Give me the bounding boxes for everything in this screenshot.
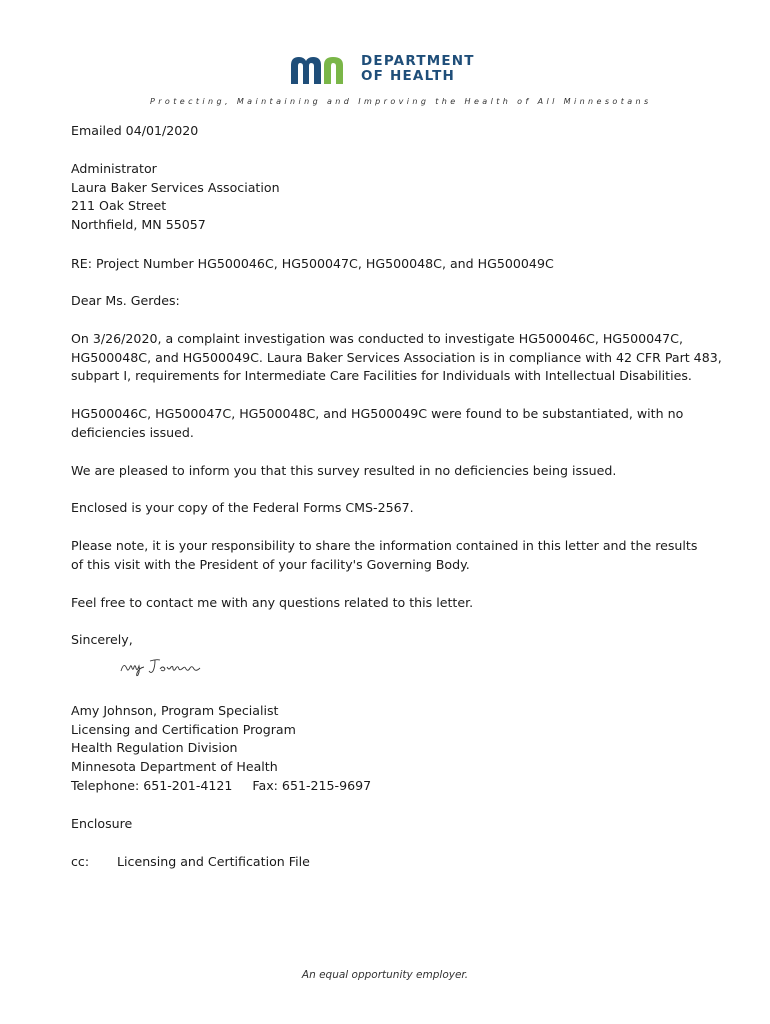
mn-logo-mark-icon — [289, 53, 353, 85]
logo-line-of-health: OF HEALTH — [361, 68, 456, 84]
sender-block — [71, 702, 711, 796]
footer-equal-opportunity: An equal opportunity employer. — [301, 969, 469, 981]
sender-telephone: Telephone: 651-201-4121 — [71, 777, 233, 793]
re-line: RE: Project Number HG500046C, HG500047C, HG500048C, and HG500049C — [71, 256, 554, 271]
signature-image — [118, 655, 208, 681]
closing: Sincerely, — [71, 632, 133, 647]
paragraph-line: HG500048C, and HG500049C. Laura Baker Services Association is in compliance with 42 CFR Part 483, — [71, 349, 722, 365]
enclosure-line: Enclosure — [71, 816, 133, 831]
paragraph-line: deficiencies issued. — [71, 424, 194, 440]
paragraph-enclosed-forms: Enclosed is your copy of the Federal Forms CMS-2567. — [71, 500, 414, 515]
paragraph-line: of this visit with the President of your facility's Governing Body. — [71, 556, 470, 572]
recipient-street: 211 Oak Street — [71, 198, 167, 214]
sender-division: Health Regulation Division — [71, 740, 238, 756]
date-line: Emailed 04/01/2020 — [71, 123, 199, 138]
sender-fax: Fax: 651-215-9697 — [252, 777, 372, 793]
recipient-city-state-zip: Northfield, MN 55057 — [71, 217, 206, 233]
mdh-logo — [289, 52, 475, 86]
recipient-address — [71, 160, 711, 235]
sender-name-title: Amy Johnson, Program Specialist — [71, 703, 279, 718]
paragraph-investigation — [71, 330, 722, 386]
recipient-title: Administrator — [71, 161, 157, 176]
paragraph-line: Please note, it is your responsibility to share the information contained in this letter and the results — [71, 538, 698, 553]
paragraph-no-deficiencies: We are pleased to inform you that this survey resulted in no deficiencies being issued. — [71, 463, 617, 478]
paragraph-responsibility — [71, 537, 711, 574]
paragraph-line: HG500046C, HG500047C, HG500048C, and HG500049C were found to be substantiated, with no — [71, 406, 684, 421]
cc-label: cc: — [71, 854, 90, 869]
salutation: Dear Ms. Gerdes: — [71, 293, 180, 308]
handwritten-signature-icon — [118, 655, 208, 677]
letterhead-tagline: Protecting, Maintaining and Improving the Health of All Minnesotans — [150, 97, 652, 106]
sender-program: Licensing and Certification Program — [71, 721, 296, 737]
paragraph-line: On 3/26/2020, a complaint investigation was conducted to investigate HG500046C, HG500047C, — [71, 331, 683, 346]
cc-line — [71, 853, 711, 872]
sender-contact-row — [71, 777, 711, 796]
paragraph-contact: Feel free to contact me with any questions related to this letter. — [71, 595, 474, 610]
paragraph-line: subpart I, requirements for Intermediate Care Facilities for Individuals with Intellectual Disabilities. — [71, 368, 692, 384]
logo-line-department: DEPARTMENT — [361, 53, 475, 69]
recipient-organization: Laura Baker Services Association — [71, 179, 280, 195]
paragraph-substantiated — [71, 405, 711, 442]
cc-value: Licensing and Certification File — [117, 854, 310, 869]
sender-department: Minnesota Department of Health — [71, 759, 278, 775]
